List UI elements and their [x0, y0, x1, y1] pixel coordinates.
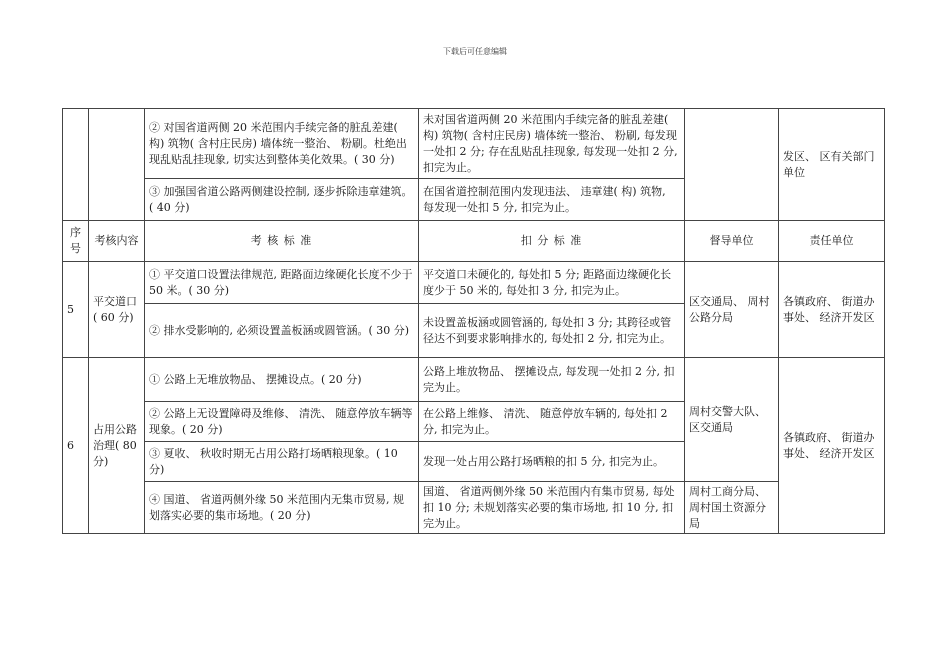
header-supervisor: 督导单位	[685, 221, 779, 262]
no-cell-empty	[63, 109, 89, 221]
supervisor-cell: 区交通局、 周村公路分局	[685, 262, 779, 358]
deduction-cell: 未对国省道两侧 20 米范围内手续完备的脏乱差建( 构) 筑物( 含村庄民房) 墙体统一整治、 粉刷, 每发现一处扣 2 分; 存在乱贴乱挂现象, 每发现一处扣 2 分, 扣完为止。	[419, 109, 685, 179]
deduction-cell: 在公路上维修、 清洗、 随意停放车辆的, 每处扣 2 分, 扣完为止。	[419, 402, 685, 442]
header-deduction: 扣 分 标 准	[419, 221, 685, 262]
table-row	[63, 482, 885, 534]
table-row	[63, 262, 885, 304]
table-row	[63, 358, 885, 402]
standard-cell: ② 排水受影响的, 必须设置盖板涵或圆管涵。( 30 分)	[145, 304, 419, 358]
standard-cell: ② 公路上无设置障碍及维修、 清洗、 随意停放车辆等现象。( 20 分)	[145, 402, 419, 442]
row-number: 6	[63, 358, 89, 534]
header-responsible: 责任单位	[779, 221, 885, 262]
supervisor-cell: 周村交警大队、 区交通局	[685, 358, 779, 482]
deduction-cell: 发现一处占用公路打场晒粮的扣 5 分, 扣完为止。	[419, 442, 685, 482]
standard-cell: ① 公路上无堆放物品、 摆摊设点。( 20 分)	[145, 358, 419, 402]
deduction-cell: 公路上堆放物品、 摆摊设点, 每发现一处扣 2 分, 扣完为止。	[419, 358, 685, 402]
standard-cell: ③ 夏收、 秋收时期无占用公路打场晒粮现象。( 10 分)	[145, 442, 419, 482]
page-header: 下载后可任意编辑	[443, 47, 507, 56]
assessment-item: 平交道口( 60 分)	[89, 262, 145, 358]
table-row	[63, 109, 885, 179]
standard-cell: ① 平交道口设置法律规范, 距路面边缘硬化长度不少于 50 米。( 30 分)	[145, 262, 419, 304]
table-header-row	[63, 221, 885, 262]
header-no: 序号	[63, 221, 89, 262]
assessment-item: 占用公路治理( 80 分)	[89, 358, 145, 534]
deduction-cell: 平交道口未硬化的, 每处扣 5 分; 距路面边缘硬化长度少于 50 米的, 每处扣 3 分, 扣完为止。	[419, 262, 685, 304]
deduction-cell: 在国省道控制范围内发现违法、 违章建( 构) 筑物, 每发现一处扣 5 分, 扣完为止。	[419, 179, 685, 221]
header-content: 考核内容	[89, 221, 145, 262]
responsible-cell: 各镇政府、 街道办事处、 经济开发区	[779, 262, 885, 358]
deduction-cell: 未设置盖板涵或圆管涵的, 每处扣 3 分; 其跨径或管径达不到要求影响排水的, 每处扣 2 分, 扣完为止。	[419, 304, 685, 358]
header-standard: 考 核 标 准	[145, 221, 419, 262]
supervisor-cell-empty	[685, 109, 779, 221]
responsible-cell: 各镇政府、 街道办事处、 经济开发区	[779, 358, 885, 534]
responsible-cell: 发区、 区有关部门单位	[779, 109, 885, 221]
standard-cell: ③ 加强国省道公路两侧建设控制, 逐步拆除违章建筑。( 40 分)	[145, 179, 419, 221]
deduction-cell: 国道、 省道两侧外缘 50 米范围内有集市贸易, 每处扣 10 分; 未规划落实必要的集市场地, 扣 10 分, 扣完为止。	[419, 482, 685, 534]
assessment-table	[62, 108, 885, 534]
content-cell-empty	[89, 109, 145, 221]
standard-cell: ④ 国道、 省道两侧外缘 50 米范围内无集市贸易, 规划落实必要的集市场地。( 20 分)	[145, 482, 419, 534]
row-number: 5	[63, 262, 89, 358]
supervisor-cell: 周村工商分局、 周村国土资源分局	[685, 482, 779, 534]
standard-cell: ② 对国省道两侧 20 米范围内手续完备的脏乱差建( 构) 筑物( 含村庄民房) 墙体统一整治、 粉刷。杜绝出现乱贴乱挂现象, 切实达到整体美化效果。( 30 分)	[145, 109, 419, 179]
